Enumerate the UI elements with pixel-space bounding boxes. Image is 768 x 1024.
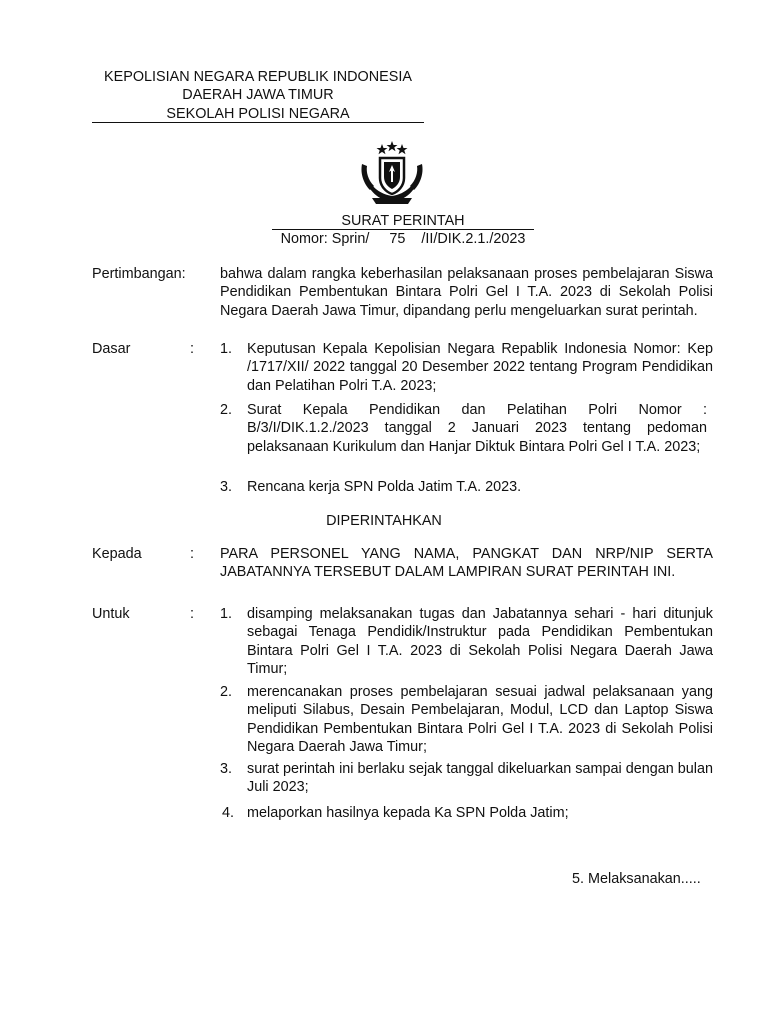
dasar-label: Dasar bbox=[92, 341, 131, 357]
untuk-item-3-number: 3. bbox=[220, 761, 233, 777]
untuk-item-4-text: melaporkan hasilnya kepada Ka SPN Polda Jatim; bbox=[247, 805, 569, 821]
kepada-text: PARA PERSONEL YANG NAMA, PANGKAT DAN NRP/NIP SERTA JABATANNYA TERSEBUT DALAM LAMPIRAN SURAT PERINTAH INI. bbox=[220, 546, 713, 581]
untuk-item-2-number: 2. bbox=[220, 684, 233, 700]
untuk-item-1-text: disamping melaksanakan tugas dan Jabatannya sehari - hari ditunjuk sebagai Tenaga Pendidik/Instruktur pada Pendidikan Pembentukan Bintara Polri Gel I T.A. 2023 di Sekolah Polisi Negara Daerah Jawa Timur; bbox=[247, 606, 713, 677]
polri-emblem-icon bbox=[358, 140, 426, 208]
document-number: Nomor: Sprin/ 75 /II/DIK.2.1./2023 bbox=[280, 231, 526, 247]
kepada-colon: : bbox=[190, 546, 194, 562]
untuk-item-1-number: 1. bbox=[220, 606, 233, 622]
diperintahkan-heading: DIPERINTAHKAN bbox=[326, 513, 442, 529]
pertimbangan-label: Pertimbangan: bbox=[92, 266, 186, 282]
dasar-item-3-number: 3. bbox=[220, 479, 233, 495]
untuk-colon: : bbox=[190, 606, 194, 622]
letterhead bbox=[92, 68, 424, 123]
dasar-item-2-text: Surat Kepala Pendidikan dan Pelatihan Polri Nomor : B/3/I/DIK.1.2./2023 tanggal 2 Januari 2023 tentang pedoman pelaksanaan Kurikulum dan Hanjar Diktuk Bintara Polri Gel I T.A. 2023; bbox=[247, 402, 707, 455]
continuation-text: 5. Melaksanakan..... bbox=[572, 871, 701, 887]
untuk-label: Untuk bbox=[92, 606, 130, 622]
dasar-item-3-text: Rencana kerja SPN Polda Jatim T.A. 2023. bbox=[247, 479, 522, 495]
dasar-item-2-number: 2. bbox=[220, 402, 233, 418]
letterhead-underline bbox=[92, 122, 424, 123]
letterhead-line-2: DAERAH JAWA TIMUR bbox=[182, 87, 334, 104]
untuk-item-4-number: 4. bbox=[222, 805, 235, 821]
dasar-item-1-text: Keputusan Kepala Kepolisian Negara Repablik Indonesia Nomor: Kep /1717/XII/ 2022 tanggal 20 Desember 2022 tentang Program Pendidikan dan Pelatihan Polri T.A. 2023; bbox=[247, 341, 713, 394]
dasar-colon: : bbox=[190, 341, 194, 357]
untuk-item-3-text: surat perintah ini berlaku sejak tanggal dikeluarkan sampai dengan bulan Juli 2023; bbox=[247, 761, 713, 796]
letterhead-line-1: KEPOLISIAN NEGARA REPUBLIK INDONESIA bbox=[104, 69, 412, 85]
letterhead-line-3: SEKOLAH POLISI NEGARA bbox=[166, 105, 350, 122]
document-title: SURAT PERINTAH bbox=[341, 213, 465, 229]
pertimbangan-text: bahwa dalam rangka keberhasilan pelaksanaan proses pembelajaran Siswa Pendidikan Pembentukan Bintara Polri Gel I T.A. 2023 di Sekolah Polisi Negara Daerah Jawa Timur, dipandang perlu mengeluarkan surat perintah. bbox=[220, 266, 713, 319]
dasar-item-1-number: 1. bbox=[220, 341, 233, 357]
kepada-label: Kepada bbox=[92, 546, 142, 562]
untuk-item-2-text: merencanakan proses pembelajaran sesuai jadwal pelaksanaan yang meliputi Silabus, Desain Pembelajaran, Modul, LCD dan Laptop Siswa Pendidikan Pembentukan Bintara Polri Gel I T.A. 2023 di Sekolah Polisi Negara Daerah Jawa Timur; bbox=[247, 684, 713, 755]
